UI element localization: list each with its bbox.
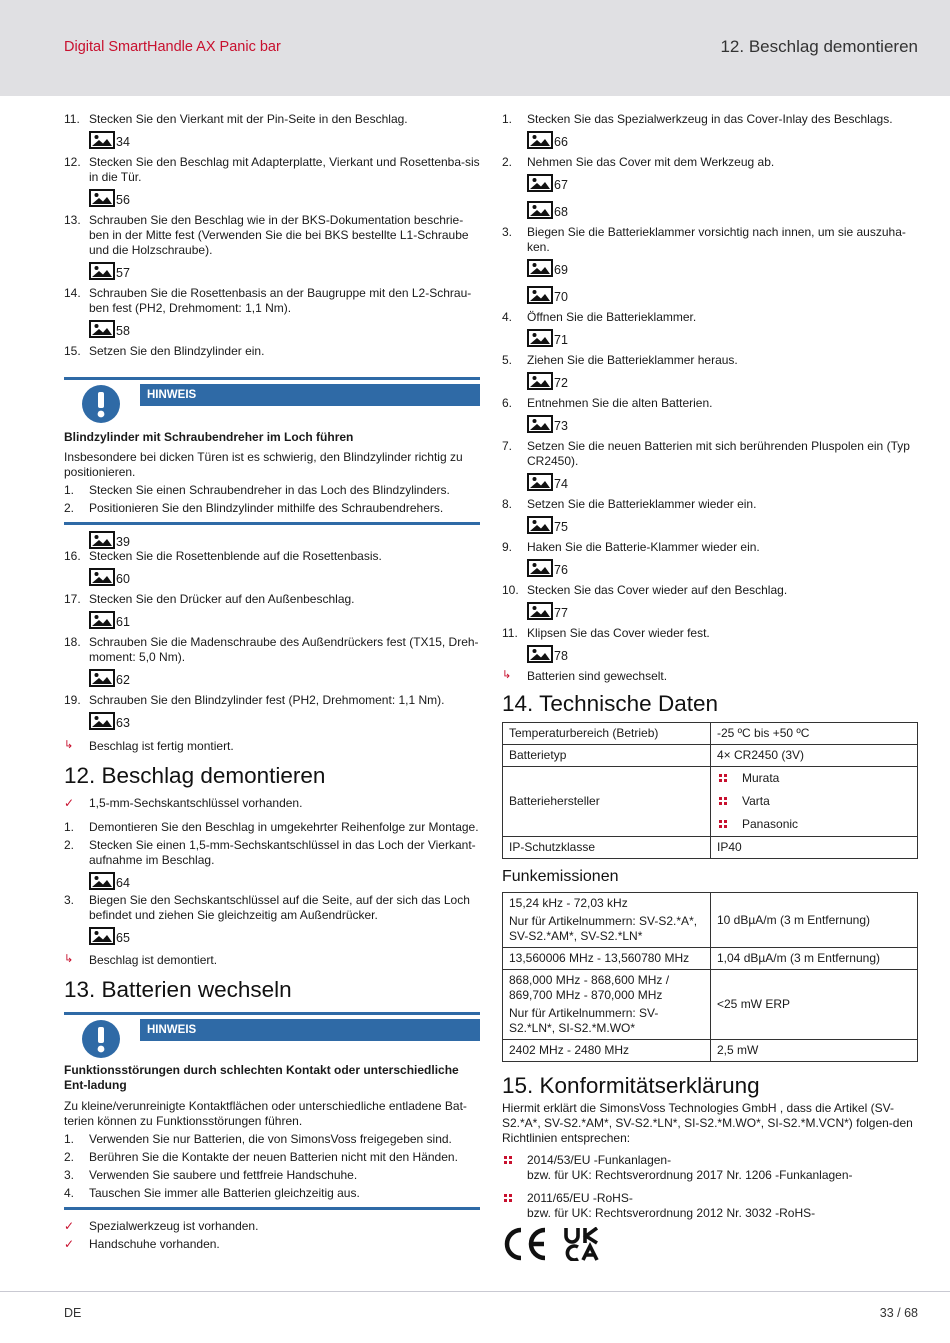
table-row: [503, 948, 918, 970]
result-line: [502, 669, 918, 684]
table-cell-frequency: [503, 948, 711, 970]
directive-item: [502, 1153, 918, 1183]
notice-text: Insbesondere bei dicken Türen ist es schwierig, den Blindzylinder richtig zu positionieren.: [64, 450, 463, 479]
manufacturer-list: [717, 767, 911, 836]
image-placeholder-icon: [527, 286, 553, 304]
list-item: [502, 540, 918, 555]
table-row: [503, 893, 918, 948]
directive-line: 2014/53/EU -Funkanlagen-: [527, 1153, 672, 1167]
list-item: [64, 1132, 480, 1147]
figure-number: 70: [554, 290, 568, 304]
section-title: 12. Beschlag demontieren: [720, 37, 918, 56]
step-number: 4.: [64, 1186, 75, 1200]
figure-number: 58: [116, 324, 130, 338]
figure-number: 61: [116, 615, 130, 629]
exclamation-icon: [81, 1019, 121, 1059]
figure-ref: [89, 923, 480, 945]
notice-title: Funktionsstörungen durch schlechten Kontakt oder unterschiedliche Ent-ladung: [64, 1063, 459, 1092]
figure-ref: [527, 555, 918, 577]
image-placeholder-icon: [89, 611, 115, 629]
figure-number: 34: [116, 135, 130, 149]
exclamation-icon: [81, 384, 121, 424]
step-text: Stecken Sie den Beschlag mit Adapterplatte, Vierkant und Rosettenba-sis in die Tür.: [89, 155, 480, 184]
table-cell-value: 2,5 mW: [711, 1040, 918, 1062]
list-item: [502, 155, 918, 170]
list-item: [64, 549, 480, 564]
figure-number: 74: [554, 477, 568, 491]
result-arrow-icon: ↳: [502, 669, 512, 681]
prerequisite-text: Handschuhe vorhanden.: [89, 1237, 220, 1251]
figure-number: 68: [554, 205, 568, 219]
step-text: Schrauben Sie den Beschlag wie in der BKS-Dokumentation beschrie-ben in der Mitte fest (Verwenden Sie die bei BKS bestellte L1-Schraube und die Holzschraube).: [89, 213, 469, 257]
figure-number: 77: [554, 606, 568, 620]
table-cell-value: 10 dBµA/m (3 m Entfernung): [711, 893, 918, 948]
step-number: 1.: [64, 820, 75, 834]
table-cell-label: Temperaturbereich (Betrieb): [503, 723, 711, 745]
image-placeholder-icon: [527, 516, 553, 534]
list-item: [64, 1186, 480, 1201]
figure-ref: [89, 564, 480, 586]
notice-text: Zu kleine/verunreinigte Kontaktflächen oder unterschiedliche entladene Bat-terien können zu Funktionsstörungen führen.: [64, 1099, 467, 1128]
image-placeholder-icon: [527, 259, 553, 277]
step-number: 9.: [502, 540, 513, 554]
checkmark-icon: ✓: [64, 1237, 75, 1251]
step-text: Stecken Sie das Spezialwerkzeug in das Cover-Inlay des Beschlags.: [527, 112, 893, 126]
step-number: 1.: [64, 483, 75, 497]
step-number: 3.: [64, 1168, 75, 1182]
image-placeholder-icon: [527, 174, 553, 192]
list-item: [64, 112, 480, 127]
figure-number: 60: [116, 572, 130, 586]
step-text: Positionieren Sie den Blindzylinder mithilfe des Schraubendrehers.: [89, 501, 444, 515]
table-cell-label: Batteriehersteller: [503, 767, 711, 837]
list-item: [64, 501, 480, 516]
step-text: Öffnen Sie die Batterieklammer.: [527, 310, 697, 324]
figure-ref: [89, 185, 480, 207]
table-cell-value: 4× CR2450 (3V): [711, 745, 918, 767]
directive-uk-line: bzw. für UK: Rechtsverordnung 2012 Nr. 3032 -RoHS-: [527, 1206, 816, 1220]
figure-number: 76: [554, 563, 568, 577]
prerequisite-text: 1,5-mm-Sechskantschlüssel vorhanden.: [89, 796, 303, 810]
footer-page-number: 33 / 68: [879, 1306, 918, 1320]
figure-ref: [89, 316, 480, 338]
figure-ref: [527, 512, 918, 534]
result-line: [64, 953, 480, 968]
list-item: [717, 790, 911, 813]
product-title: Digital SmartHandle AX Panic bar: [64, 39, 281, 55]
step-number: 17.: [64, 592, 81, 606]
step-text: Setzen Sie die Batterieklammer wieder ein.: [527, 497, 757, 511]
figure-number: 56: [116, 193, 130, 207]
notice-bottom-rule: [64, 1207, 480, 1210]
table-row: [503, 767, 918, 837]
table-cell-value: -25 ºC bis +50 ºC: [711, 723, 918, 745]
step-text: Schrauben Sie die Madenschraube des Außendrückers fest (TX15, Dreh-moment: 5,0 Nm).: [89, 635, 479, 664]
step-number: 3.: [64, 893, 75, 907]
step-text: Berühren Sie die Kontakte der neuen Batterien nicht mit den Händen.: [89, 1150, 458, 1164]
figure-number: 69: [554, 263, 568, 277]
image-placeholder-icon: [527, 372, 553, 390]
list-item: [64, 213, 480, 258]
step-number: 14.: [64, 286, 81, 300]
step-text: Entnehmen Sie die alten Batterien.: [527, 396, 713, 410]
prerequisites: [64, 1219, 480, 1252]
step-text: Biegen Sie den Sechskantschlüssel auf die Seite, auf der sich das Loch befindet und ziehen Sie gleichzeitig am Außendrücker.: [89, 893, 470, 922]
step-number: 16.: [64, 549, 81, 563]
prerequisite-text: Spezialwerkzeug ist vorhanden.: [89, 1219, 259, 1233]
image-placeholder-icon: [89, 531, 115, 549]
step-text: Schrauben Sie die Rosettenbasis an der Baugruppe mit den L2-Schrau-ben fest (PH2, Drehmoment: 1,1 Nm).: [89, 286, 472, 315]
list-item: [502, 396, 918, 411]
figure-ref: [527, 282, 918, 304]
image-placeholder-icon: [527, 329, 553, 347]
step-text: Stecken Sie einen Schraubendreher in das Loch des Blindzylinders.: [89, 483, 450, 497]
result-text: Beschlag ist fertig montiert.: [89, 739, 234, 753]
image-placeholder-icon: [527, 645, 553, 663]
table-row: [503, 723, 918, 745]
step-text: Demontieren Sie den Beschlag in umgekehrter Reihenfolge zur Montage.: [89, 820, 479, 834]
heading-14: 14. Technische Daten: [502, 691, 718, 716]
heading-12: 12. Beschlag demontieren: [64, 763, 326, 788]
table-cell-frequency: [503, 970, 711, 1040]
list-item: [64, 693, 480, 708]
red-square-bullet-icon: [504, 1194, 512, 1202]
figure-ref: [89, 258, 480, 280]
image-placeholder-icon: [89, 131, 115, 149]
step-number: 11.: [502, 626, 518, 640]
heading-13: 13. Batterien wechseln: [64, 977, 292, 1002]
step-text: Nehmen Sie das Cover mit dem Werkzeug ab.: [527, 155, 775, 169]
table-cell-frequency: [503, 893, 711, 948]
directive-line: 2011/65/EU -RoHS-: [527, 1191, 633, 1205]
list-item: [64, 592, 480, 607]
list-item: [502, 225, 918, 255]
step-text: Stecken Sie den Drücker auf den Außenbeschlag.: [89, 592, 355, 606]
directive-uk-line: bzw. für UK: Rechtsverordnung 2017 Nr. 1206 -Funkanlagen-: [527, 1168, 853, 1182]
list-item: [502, 310, 918, 325]
heading-radio-emissions: Funkemissionen: [502, 868, 619, 885]
step-text: Verwenden Sie saubere und fettfreie Handschuhe.: [89, 1168, 358, 1182]
red-square-bullet-icon: [719, 797, 727, 805]
left-column: [64, 112, 480, 1252]
figure-ref: [527, 255, 918, 277]
list-item: [64, 286, 480, 316]
step-number: 15.: [64, 344, 81, 358]
step-number: 8.: [502, 497, 513, 511]
step-number: 6.: [502, 396, 513, 410]
step-number: 4.: [502, 310, 513, 324]
step-number: 1.: [64, 1132, 75, 1146]
step-number: 3.: [502, 225, 513, 239]
step-text: Stecken Sie den Vierkant mit der Pin-Seite in den Beschlag.: [89, 112, 408, 126]
image-placeholder-icon: [527, 201, 553, 219]
notice-box: [64, 377, 480, 430]
step-number: 2.: [64, 838, 75, 852]
result-text: Beschlag ist demontiert.: [89, 953, 218, 967]
directive-list: [502, 1153, 918, 1221]
step-text: Haken Sie die Batterie-Klammer wieder ein.: [527, 540, 760, 554]
image-placeholder-icon: [527, 602, 553, 620]
step-number: 5.: [502, 353, 513, 367]
table-cell-value: <25 mW ERP: [711, 970, 918, 1040]
notice-box: [64, 1012, 480, 1063]
step-text: Setzen Sie den Blindzylinder ein.: [89, 344, 265, 358]
image-placeholder-icon: [89, 320, 115, 338]
list-item: [64, 820, 480, 835]
step-number: 2.: [64, 1150, 75, 1164]
list-item: [64, 1168, 480, 1183]
figure-ref: [527, 368, 918, 390]
figure-ref: [527, 469, 918, 491]
manufacturer-name: Varta: [742, 794, 770, 808]
list-item: [502, 353, 918, 368]
figure-ref: [89, 127, 480, 149]
image-placeholder-icon: [527, 131, 553, 149]
red-square-bullet-icon: [504, 1156, 512, 1164]
article-note: Nur für Artikelnummern: SV-S2.*LN*, SI-S2.*M.WO*: [509, 1006, 659, 1035]
figure-ref: [527, 641, 918, 663]
step-text: Klipsen Sie das Cover wieder fest.: [527, 626, 710, 640]
table-cell-label: IP-Schutzklasse: [503, 837, 711, 859]
notice-steps: [64, 1132, 480, 1201]
figure-number: 57: [116, 266, 130, 280]
image-placeholder-icon: [89, 262, 115, 280]
steps-section-13: [502, 112, 918, 663]
red-square-bullet-icon: [719, 820, 727, 828]
table-row: [503, 1040, 918, 1062]
table-cell-value: IP40: [711, 837, 918, 859]
figure-ref: [527, 197, 918, 219]
conformity-text: Hiermit erklärt die SimonsVoss Technologies GmbH , dass die Artikel (SV-S2.*A*, SV-S2.*AM*, SV-S2.*LN*, SI-S2.*M.WO*, SI-S2.*M.VCN*) folgen-den Richtlinien entsprechen:: [502, 1101, 913, 1145]
step-text: Stecken Sie einen 1,5-mm-Sechskantschlüssel in das Loch der Vierkant-aufnahme im Beschlag.: [89, 838, 476, 867]
step-text: Verwenden Sie nur Batterien, die von SimonsVoss freigegeben sind.: [89, 1132, 452, 1146]
image-placeholder-icon: [89, 872, 115, 890]
image-placeholder-icon: [89, 189, 115, 207]
result-arrow-icon: ↳: [64, 739, 74, 751]
result-text: Batterien sind gewechselt.: [527, 669, 668, 683]
table-row: [503, 745, 918, 767]
notice-steps: [64, 483, 480, 516]
step-text: Setzen Sie die neuen Batterien mit sich berührenden Pluspolen ein (Typ CR2450).: [527, 439, 910, 468]
conformity-marks: [502, 1227, 918, 1261]
figure-ref: [527, 598, 918, 620]
table-cell-label: Batterietyp: [503, 745, 711, 767]
list-item: [717, 813, 911, 836]
figure-number: 73: [554, 419, 568, 433]
heading-15: 15. Konformitätserklärung: [502, 1073, 760, 1098]
figure-number: 71: [554, 333, 568, 347]
figure-number: 39: [116, 535, 130, 549]
step-number: 19.: [64, 693, 81, 707]
ukca-mark-icon: [564, 1227, 600, 1261]
notice-label: HINWEIS: [140, 384, 480, 406]
figure-ref: [527, 127, 918, 149]
checkmark-icon: ✓: [64, 1219, 75, 1233]
figure-number: 64: [116, 876, 130, 890]
result-line: [64, 739, 480, 754]
manufacturer-name: Panasonic: [742, 817, 799, 831]
figure-ref: [89, 665, 480, 687]
image-placeholder-icon: [89, 927, 115, 945]
step-number: 1.: [502, 112, 513, 126]
image-placeholder-icon: [527, 473, 553, 491]
list-item: [64, 483, 480, 498]
list-item: [64, 1150, 480, 1165]
notice-bottom-rule: [64, 522, 480, 525]
steps-16-19: [64, 549, 480, 730]
step-number: 11.: [64, 112, 80, 126]
list-item: [64, 893, 480, 923]
step-text: Schrauben Sie den Blindzylinder fest (PH2, Drehmoment: 1,1 Nm).: [89, 693, 445, 707]
figure-ref: [527, 411, 918, 433]
table-cell-frequency: [503, 1040, 711, 1062]
figure-number: 65: [116, 931, 130, 945]
table-row: [503, 970, 918, 1040]
figure-ref: [89, 527, 480, 549]
red-square-bullet-icon: [719, 774, 727, 782]
list-item: [502, 112, 918, 127]
list-item: [502, 497, 918, 512]
notice-title: Blindzylinder mit Schraubendreher im Loch führen: [64, 430, 354, 444]
step-number: 13.: [64, 213, 81, 227]
figure-number: 63: [116, 716, 130, 730]
frequency-range: 868,000 MHz - 868,600 MHz / 869,700 MHz - 870,000 MHz: [509, 973, 670, 1002]
step-text: Ziehen Sie die Batterieklammer heraus.: [527, 353, 738, 367]
figure-number: 66: [554, 135, 568, 149]
prerequisite: [64, 796, 480, 811]
manufacturer-name: Murata: [742, 771, 780, 785]
figure-ref: [527, 170, 918, 192]
footer-divider: [0, 1291, 950, 1292]
figure-number: 75: [554, 520, 568, 534]
right-column: [502, 112, 918, 1261]
list-item: [64, 838, 480, 868]
list-item: [502, 626, 918, 641]
steps-section-12: [64, 820, 480, 945]
checkmark-icon: ✓: [64, 796, 75, 810]
list-item: [717, 767, 911, 790]
article-note: Nur für Artikelnummern: SV-S2.*A*, SV-S2.*AM*, SV-S2.*LN*: [509, 914, 698, 943]
step-text: Stecken Sie das Cover wieder auf den Beschlag.: [527, 583, 788, 597]
figure-number: 72: [554, 376, 568, 390]
figure-ref: [89, 868, 480, 890]
step-number: 18.: [64, 635, 81, 649]
step-number: 2.: [64, 501, 75, 515]
step-number: 2.: [502, 155, 513, 169]
image-placeholder-icon: [527, 559, 553, 577]
ce-mark-icon: [502, 1227, 548, 1261]
step-text: Tauschen Sie immer alle Batterien gleichzeitig aus.: [89, 1186, 360, 1200]
list-item: [502, 439, 918, 469]
footer-language: DE: [64, 1306, 82, 1320]
image-placeholder-icon: [89, 568, 115, 586]
figure-ref: [527, 325, 918, 347]
table-cell-value: 1,04 dBµA/m (3 m Entfernung): [711, 948, 918, 970]
list-item: [64, 344, 480, 359]
list-item: [502, 583, 918, 598]
figure-ref: [89, 708, 480, 730]
result-arrow-icon: ↳: [64, 953, 74, 965]
page-header: [0, 0, 950, 96]
steps-11-15: [64, 112, 480, 359]
directive-item: [502, 1191, 918, 1221]
step-number: 10.: [502, 583, 519, 597]
step-number: 7.: [502, 439, 513, 453]
step-number: 12.: [64, 155, 81, 169]
image-placeholder-icon: [89, 669, 115, 687]
list-item: [64, 155, 480, 185]
step-text: Biegen Sie die Batterieklammer vorsichtig nach innen, um sie auszuha-ken.: [527, 225, 906, 254]
image-placeholder-icon: [527, 415, 553, 433]
frequency-range: 15,24 kHz - 72,03 kHz: [509, 896, 628, 910]
prerequisite: [64, 1219, 480, 1234]
frequency-range: 2402 MHz - 2480 MHz: [509, 1043, 630, 1057]
frequency-range: 13,560006 MHz - 13,560780 MHz: [509, 951, 690, 965]
step-text: Stecken Sie die Rosettenblende auf die Rosettenbasis.: [89, 549, 382, 563]
prerequisite: [64, 1237, 480, 1252]
figure-number: 78: [554, 649, 568, 663]
figure-number: 62: [116, 673, 130, 687]
radio-emissions-table: [502, 892, 918, 1062]
table-cell-value: [711, 767, 918, 837]
tech-data-table: [502, 722, 918, 859]
list-item: [64, 635, 480, 665]
figure-ref: [89, 607, 480, 629]
notice-label: HINWEIS: [140, 1019, 480, 1041]
figure-number: 67: [554, 178, 568, 192]
image-placeholder-icon: [89, 712, 115, 730]
table-row: [503, 837, 918, 859]
